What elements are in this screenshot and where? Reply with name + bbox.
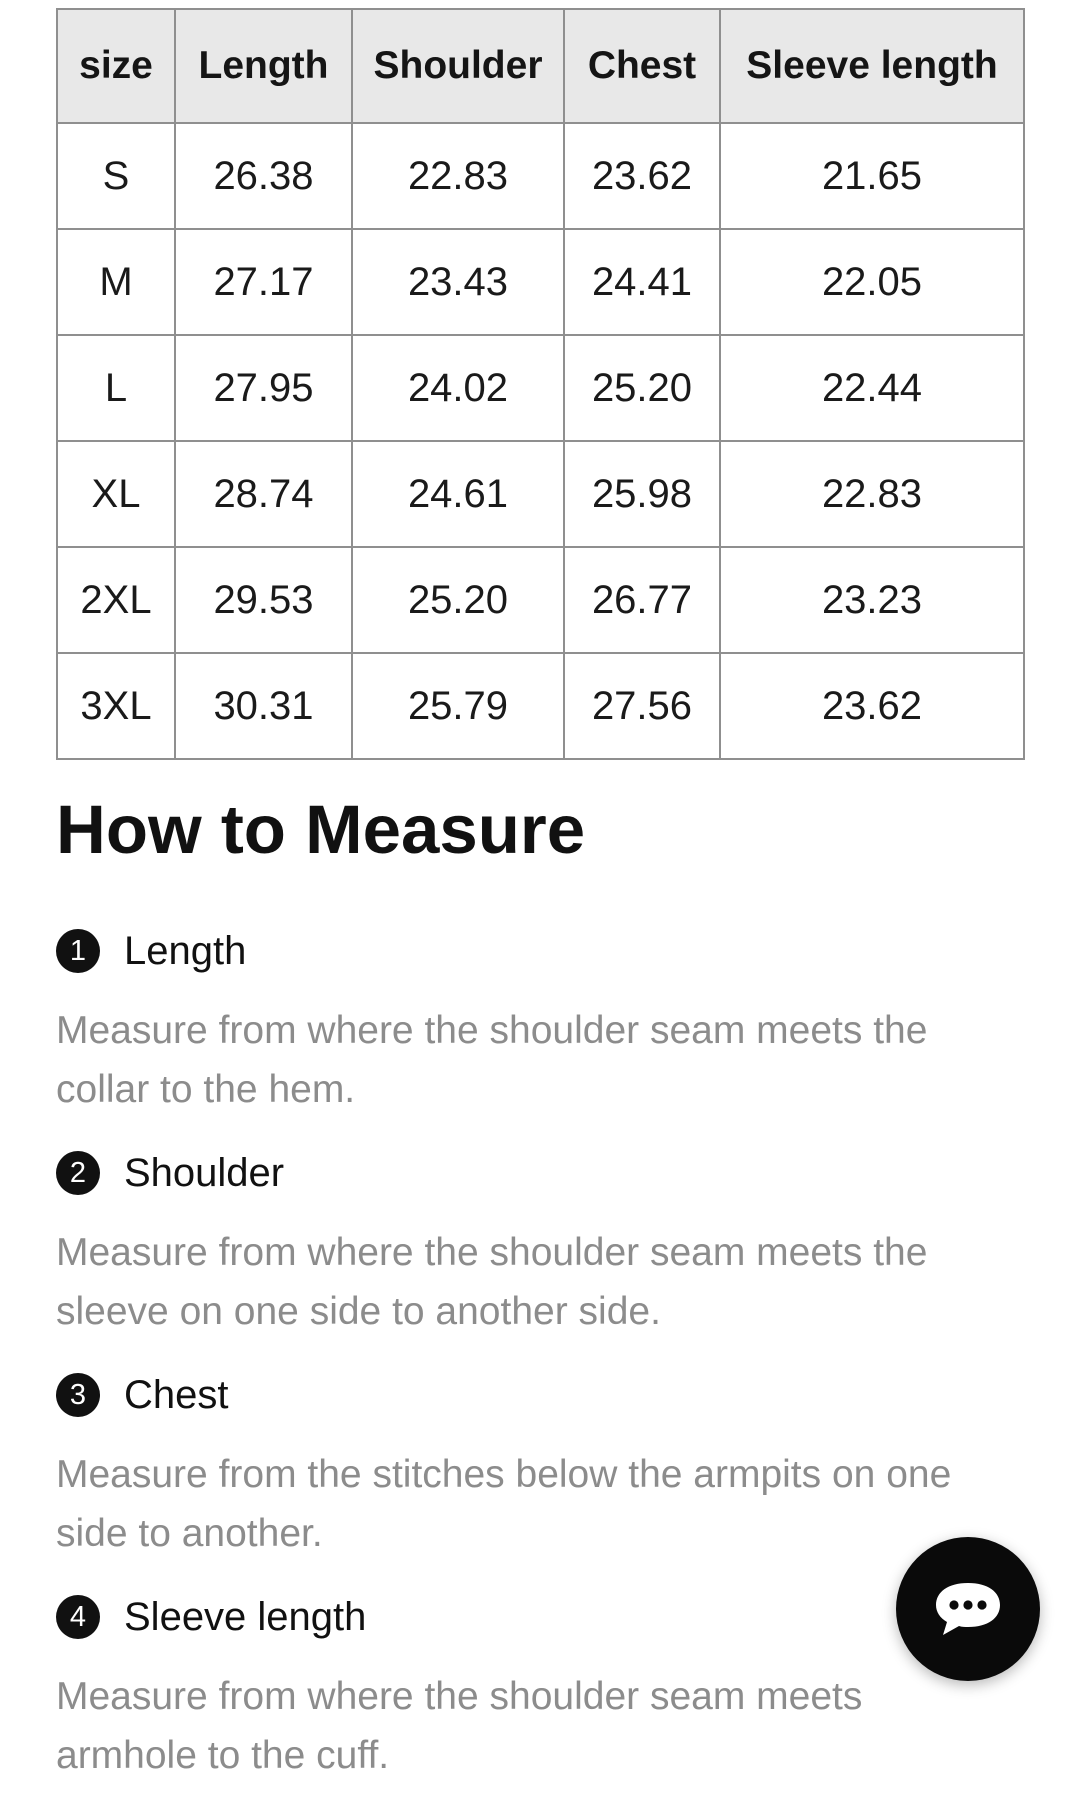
table-cell: 26.77 [564,547,720,653]
step-number-badge: 1 [56,929,100,973]
table-cell: 3XL [57,653,175,759]
step-description: Measure from the stitches below the armpits on one side to another. [56,1453,952,1555]
chat-button[interactable] [896,1537,1040,1681]
step-header [56,923,1016,979]
table-cell: 25.79 [352,653,564,759]
measure-step-shoulder [56,1145,1016,1341]
table-cell: 22.83 [720,441,1024,547]
table-cell: 27.95 [175,335,352,441]
table-cell: 25.20 [564,335,720,441]
table-cell: 2XL [57,547,175,653]
table-cell: 21.65 [720,123,1024,229]
table-row [57,123,1024,229]
table-cell: 24.02 [352,335,564,441]
chat-bubble-icon [932,1579,1004,1639]
table-cell: L [57,335,175,441]
table-row [57,441,1024,547]
table-cell: 27.56 [564,653,720,759]
header-size: size [57,9,175,123]
header-chest: Chest [564,9,720,123]
header-sleeve-length: Sleeve length [720,9,1024,123]
table-header-row [57,9,1024,123]
header-length: Length [175,9,352,123]
step-header [56,1145,1016,1201]
table-cell: 23.43 [352,229,564,335]
step-description: Measure from where the shoulder seam meets the collar to the hem. [56,1009,928,1111]
step-title: Length [124,928,247,973]
measure-step-length [56,923,1016,1119]
step-number-badge: 2 [56,1151,100,1195]
table-cell: 22.83 [352,123,564,229]
table-cell: S [57,123,175,229]
step-title: Sleeve length [124,1594,367,1639]
measure-step-chest [56,1367,1016,1563]
measure-step-sleeve-length [56,1589,1016,1785]
table-row [57,653,1024,759]
step-title: Shoulder [124,1150,285,1195]
how-to-measure-heading: How to Measure [56,791,586,868]
table-row [57,229,1024,335]
table-cell: 30.31 [175,653,352,759]
table-cell: M [57,229,175,335]
header-shoulder: Shoulder [352,9,564,123]
table-cell: 23.62 [720,653,1024,759]
step-number-badge: 4 [56,1595,100,1639]
table-cell: 25.98 [564,441,720,547]
table-cell: 24.41 [564,229,720,335]
step-title: Chest [124,1372,229,1417]
step-header [56,1367,1016,1423]
table-cell: 22.44 [720,335,1024,441]
table-cell: 26.38 [175,123,352,229]
size-chart-table [56,8,1025,760]
table-row [57,335,1024,441]
step-description: Measure from where the shoulder seam meets the sleeve on one side to another side. [56,1231,928,1333]
step-header [56,1589,1016,1645]
table-cell: 27.17 [175,229,352,335]
table-row [57,547,1024,653]
table-cell: 25.20 [352,547,564,653]
step-description: Measure from where the shoulder seam meets armhole to the cuff. [56,1675,863,1777]
table-cell: 23.62 [564,123,720,229]
table-cell: 24.61 [352,441,564,547]
table-cell: 22.05 [720,229,1024,335]
table-cell: 29.53 [175,547,352,653]
table-cell: 23.23 [720,547,1024,653]
table-cell: XL [57,441,175,547]
table-cell: 28.74 [175,441,352,547]
step-number-badge: 3 [56,1373,100,1417]
